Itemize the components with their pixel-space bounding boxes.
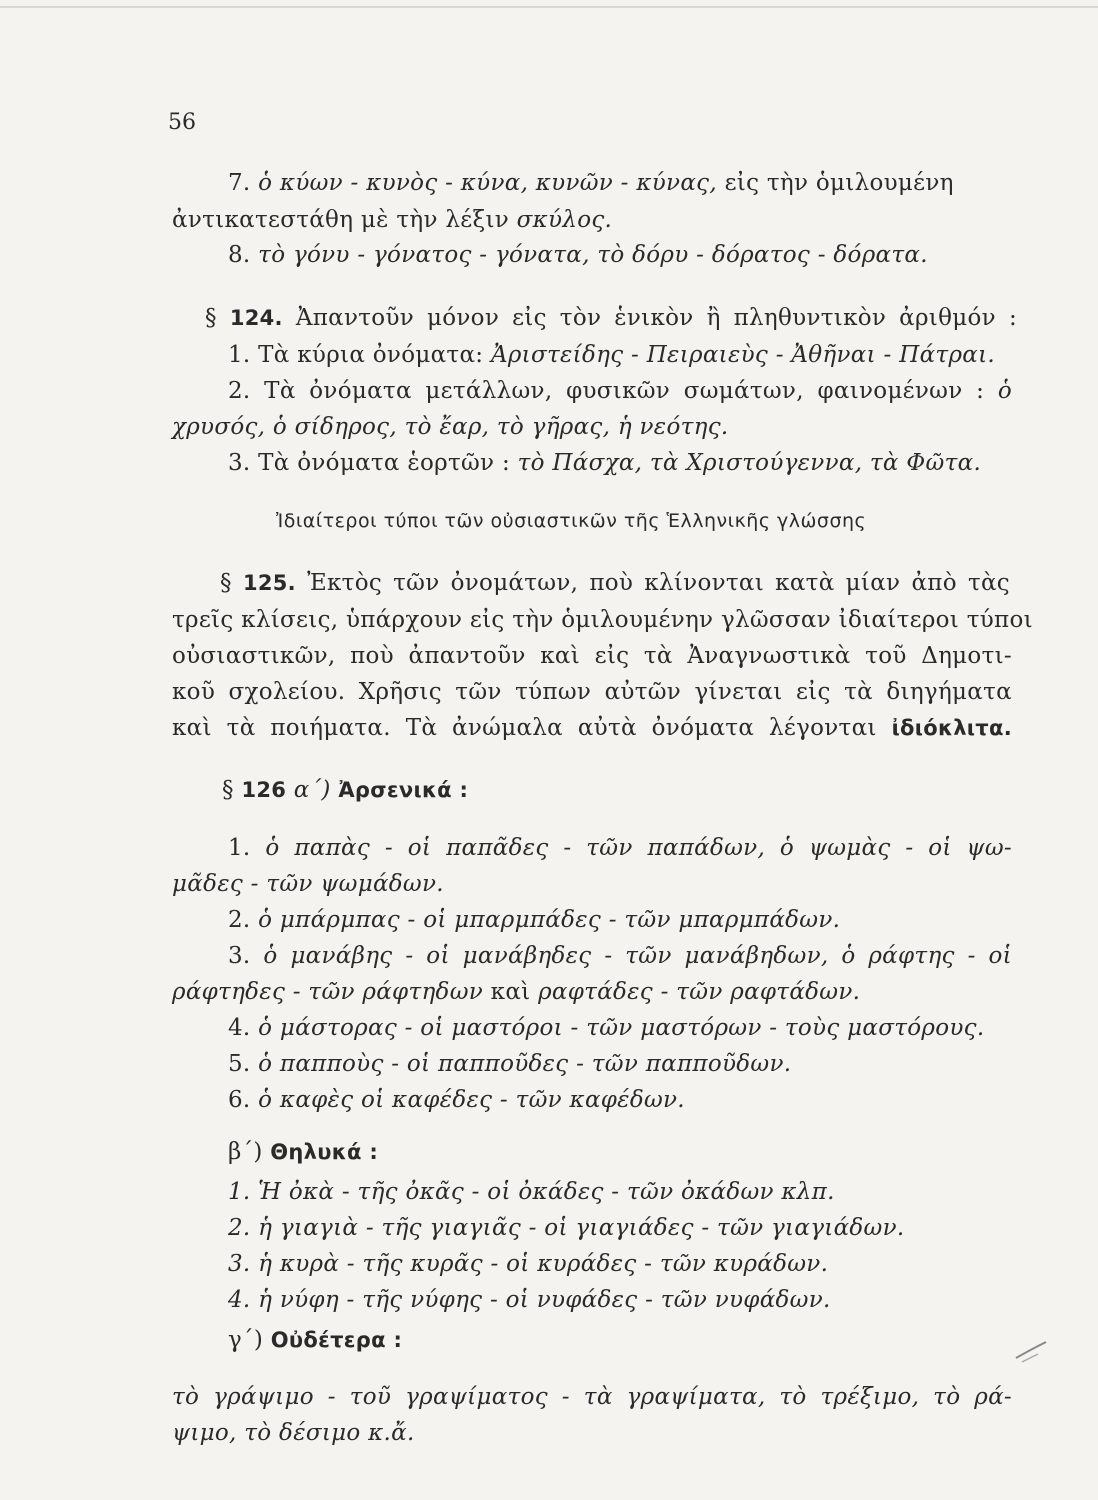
italic-text: ὁ μπάρμπας - οἱ μπαρμπάδες - τῶν μπαρμπάδων. [258,907,841,933]
italic-text: Ἀριστείδης - Πειραιεὺς - Ἀθῆναι - Πάτραι. [483,342,996,368]
bold-term: ἰδιόκλιτα. [876,716,1012,740]
paragraph-124-line [205,303,1017,333]
section-heading [276,505,1098,536]
italic-text: χρυσός, ὁ σίδηρος, τὸ ἔαρ, τὸ γῆρας, ἡ νεότης. [172,414,729,440]
text-line [172,1382,1012,1412]
text-line [228,1177,1078,1207]
section-number: 126 [241,778,287,802]
text-line [228,1085,1078,1115]
text-line [172,641,1012,671]
text: 1. Τὰ κύρια ὀνόματα: [228,342,484,368]
text: 3. Τὰ ὀνόματα ἑορτῶν : [228,450,510,476]
scan-smudge [1012,1336,1052,1366]
italic-text: ὁ κύων - κυνὸς - κύνα, κυνῶν - κύνας, [258,170,717,196]
page-number: 56 [168,110,196,135]
text-line [228,833,1012,863]
text-line [172,1418,1022,1448]
italic-text: ράφτηδες - τῶν ράφτηδων [172,979,484,1005]
italic-text: τὸ γόνυ - γόνατος - γόνατα, τὸ δόρυ - δόρατος - δόρατα. [258,242,928,268]
section-sign: § [222,777,234,803]
italic-text: ἡ κυρὰ - τῆς κυρᾶς - οἱ κυράδες - τῶν κυράδων. [258,1251,829,1277]
italic-text: ὁ μανάβης - οἱ μανάβηδες - τῶν μανάβηδων, ὁ ράφτης - οἱ [263,943,1012,969]
text-line [228,340,1078,370]
section-sign: § [220,570,232,596]
text-line [172,977,1022,1007]
italic-text: Ἡ ὀκὰ - τῆς ὀκᾶς - οἱ ὀκάδες - τῶν ὀκάδων κλπ. [258,1179,835,1205]
item-number: 1. [228,835,251,861]
item-number: 2. [228,1215,251,1241]
text-line [228,240,1078,270]
paragraph-126-heading [222,775,1072,805]
text-line [228,448,1078,478]
italic-text: ἡ νύφη - τῆς νύφης - οἱ νυφάδες - τῶν νυφάδων. [258,1287,831,1313]
text-line [228,168,1078,198]
text-line [172,205,1022,235]
italic-text: σκύλος. [509,207,613,233]
item-number: 4. [228,1287,251,1313]
text: οὐσιαστικῶν, ποὺ ἀπαντοῦν καὶ εἰς τὰ Ἀναγνωστικὰ τοῦ Δημοτι- [172,643,1012,669]
text-line [228,1213,1078,1243]
italic-text: ραφτάδες - τῶν ραφτάδων. [538,979,861,1005]
sub-label: α΄) [286,777,331,803]
text-line [172,605,1033,635]
text: κοῦ σχολείου. Χρῆσις τῶν τύπων αὐτῶν γίνεται εἰς τὰ διηγήματα [172,679,1012,705]
item-number: 2. [228,907,251,933]
item-number: 4. [228,1015,251,1041]
text-line [228,1285,1078,1315]
section-sign: § [205,305,217,331]
section-number: 125. [242,571,296,595]
italic-text: ψιμο, τὸ δέσιμο κ.ἄ. [172,1420,415,1446]
italic-text: τὸ γράψιμο - τοῦ γραψίματος - τὰ γραψίματα, τὸ τρέξιμο, τὸ ρά- [172,1384,1012,1410]
item-number: 6. [228,1087,251,1113]
item-number: 3. [228,943,251,969]
text-line [172,713,1012,743]
italic-text: ὁ καφὲς οἱ καφέδες - τῶν καφέδων. [258,1087,685,1113]
italic-text: ὁ παπὰς - οἱ παπᾶδες - τῶν παπάδων, ὁ ψωμὰς - οἱ ψω- [265,835,1012,861]
text-line [172,869,1022,899]
section-number: 124. [229,306,283,330]
text: Ἐκτὸς τῶν ὀνομάτων, ποὺ κλίνονται κατὰ μίαν ἀπὸ τὰς [307,570,1010,596]
subsection-heading [228,1325,1078,1355]
italic-text: ὁ μάστορας - οἱ μαστόροι - τῶν μαστόρων - τοὺς μαστόρους. [258,1015,985,1041]
text-line [228,1249,1078,1279]
subheading: Ἀρσενικά : [330,778,469,802]
text-line [228,941,1012,971]
text: Ἀπαντοῦν μόνον εἰς τὸν ἑνικὸν ἢ πληθυντικὸν ἀριθμόν : [295,305,1017,331]
item-number: 7. [228,170,251,196]
item-number: 8. [228,242,251,268]
subheading: Οὐδέτερα : [263,1328,403,1352]
text-line [228,1049,1078,1079]
italic-text: τὸ Πάσχα, τὰ Χριστούγεννα, τὰ Φῶτα. [510,450,982,476]
italic-text: ὁ [984,378,1012,404]
item-number: 5. [228,1051,251,1077]
text: καὶ [483,979,539,1005]
paragraph-125-line [220,568,1010,598]
scan-edge-line [0,6,1098,8]
text: εἰς τὴν ὁμιλουμένη [716,170,954,196]
subheading: Θηλυκά : [262,1140,379,1164]
subsection-heading [228,1137,1078,1167]
heading-text: Ἰδιαίτεροι τύποι τῶν οὐσιαστικῶν τῆς Ἑλληνικῆς γλώσσης [276,510,867,532]
italic-text: ἡ γιαγιὰ - τῆς γιαγιᾶς - οἱ γιαγιάδες - τῶν γιαγιάδων. [258,1215,905,1241]
item-number: 1. [228,1179,251,1205]
sub-label: γ΄) [228,1327,264,1353]
text-line [172,412,1022,442]
item-number: 3. [228,1251,251,1277]
text-line [228,905,1078,935]
text: ἀντικατεστάθη μὲ τὴν λέξιν [172,207,510,233]
text-line [172,677,1012,707]
text-line [228,376,1012,406]
italic-text: ὁ παπποὺς - οἱ παπποῦδες - τῶν παπποῦδων. [258,1051,792,1077]
text: καὶ τὰ ποιήματα. Τὰ ἀνώμαλα αὐτὰ ὀνόματα λέγονται [172,715,877,741]
sub-label: β΄) [228,1139,263,1165]
text: τρεῖς κλίσεις, ὑπάρχουν εἰς τὴν ὁμιλουμένην γλῶσσαν ἰδιαίτεροι τύποι [172,607,1033,633]
text-line [228,1013,1078,1043]
text: 2. Τὰ ὀνόματα μετάλλων, φυσικῶν σωμάτων, φαινομένων : [228,378,985,404]
italic-text: μᾶδες - τῶν ψωμάδων. [172,871,444,897]
